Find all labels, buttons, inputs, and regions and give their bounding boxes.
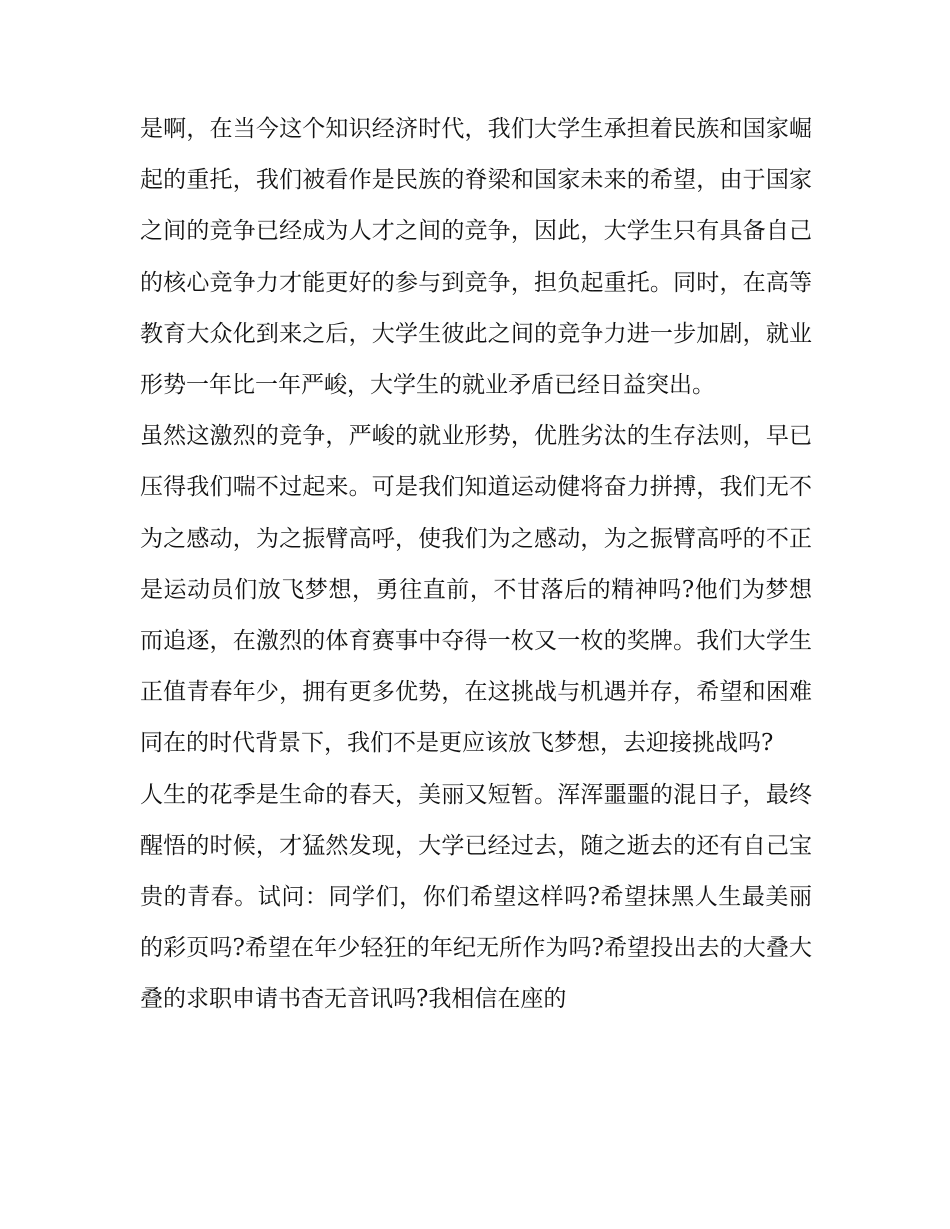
paragraph-1: 是啊，在当今这个知识经济时代，我们大学生承担着民族和国家崛起的重托，我们被看作是民族的脊梁和国家未来的希望，由于国家之间的竞争已经成为人才之间的竞争，因此，大学生只有具备自己的核心竞争力才能更好的参与到竞争，担负起重托。同时，在高等教育大众化到来之后，大学生彼此之间的竞争力进一步加剧，就业形势一年比一年严峻，大学生的就业矛盾已经日益突出。 [140,116,812,399]
paragraph-2: 虽然这激烈的竞争，严峻的就业形势，优胜劣汰的生存法则，早已压得我们喘不过起来。可是我们知道运动健将奋力拼搏，我们无不为之感动，为之振臂高呼，使我们为之感动，为之振臂高呼的不正是运动员们放飞梦想，勇往直前，不甘落后的精神吗?他们为梦想而追逐，在激烈的体育赛事中夺得一枚又一枚的奖牌。我们大学生正值青春年少，拥有更多优势，在这挑战与机遇并存，希望和困难同在的时代背景下，我们不是更应该放飞梦想，去迎接挑战吗? [140,423,812,757]
document-page [140,104,812,1026]
paragraph-3: 人生的花季是生命的春天，美丽又短暂。浑浑噩噩的混日子，最终醒悟的时候，才猛然发现，大学已经过去，随之逝去的还有自己宝贵的青春。试问：同学们，你们希望这样吗?希望抹黑人生最美丽的彩页吗?希望在年少轻狂的年纪无所作为吗?希望投出去的大叠大叠的求职申请书杳无音讯吗?我相信在座的 [140,781,812,1013]
